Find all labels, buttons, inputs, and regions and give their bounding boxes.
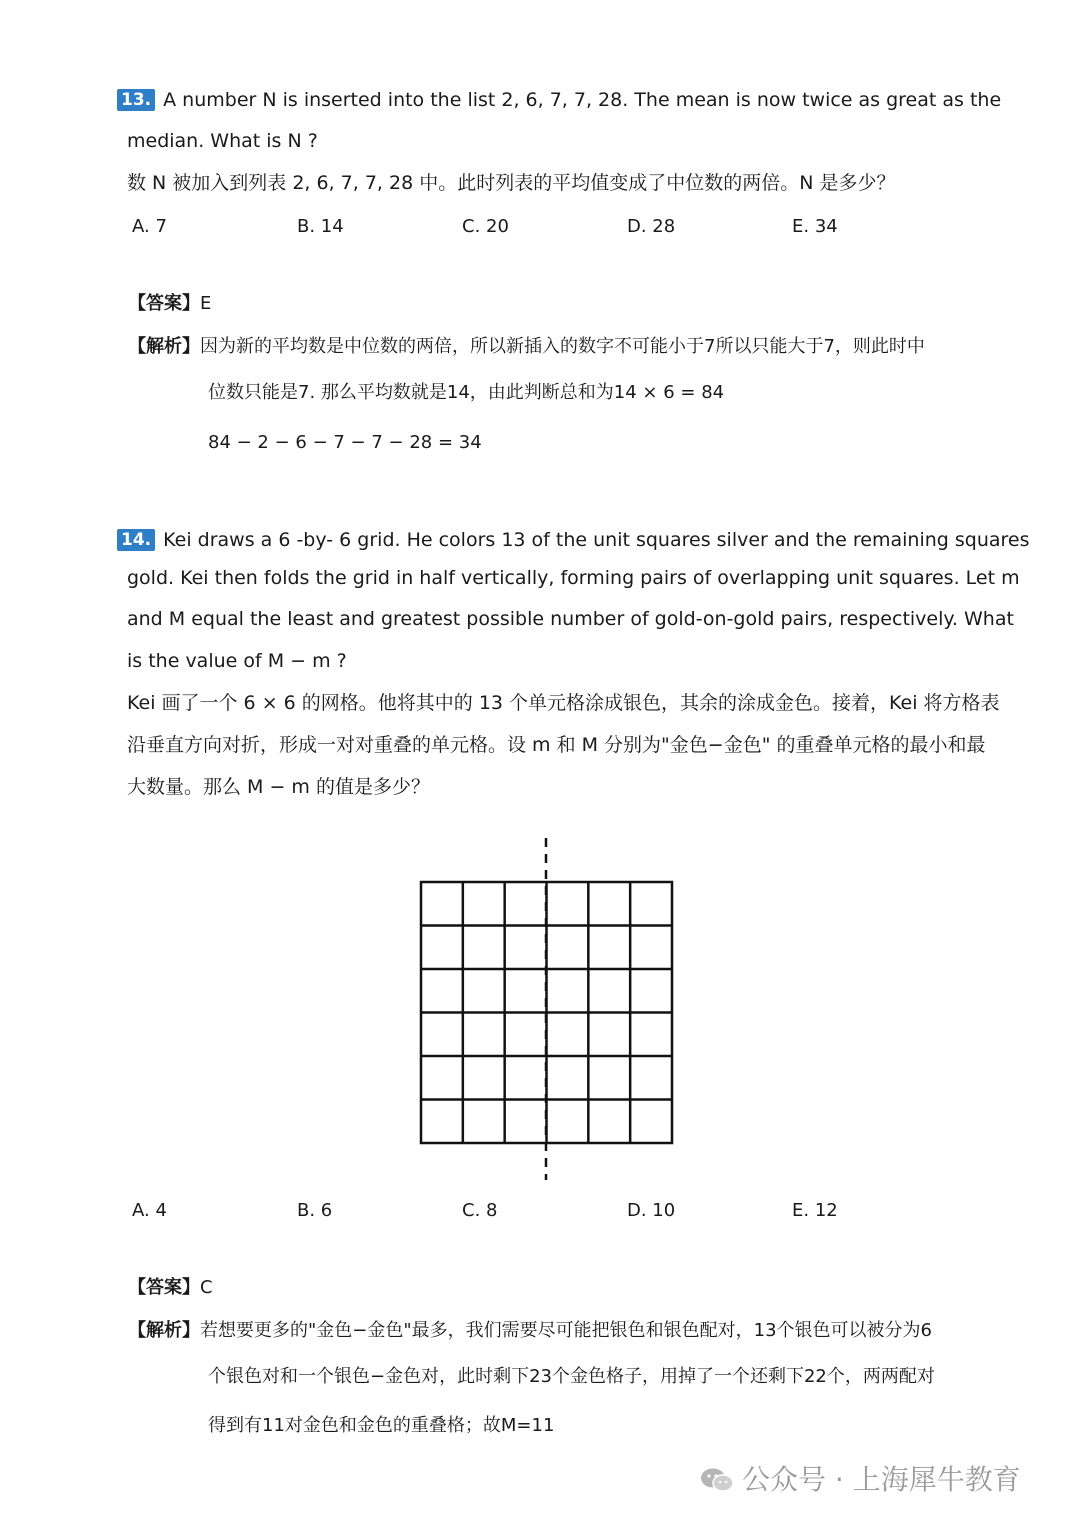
q13-text-cn: 数 N 被加入到列表 2, 6, 7, 7, 28 中。此时列表的平均值变成了中位数的两倍。N 是多少？ [127,172,896,194]
q14-number-badge: 14. [117,529,155,551]
q14-answer-value: C [200,1277,213,1298]
q14-text-line3: and M equal the least and greatest possible number of gold-on-gold pairs, respectively. What [127,608,1014,630]
q13-choice-b: B. 14 [297,216,344,237]
watermark [700,1463,1021,1497]
q13-number-badge: 13. [117,89,155,111]
q14-text-line1: Kei draws a 6 -by- 6 grid. He colors 13 of the unit squares silver and the remaining squares [163,529,1030,551]
q14-choice-d: D. 10 [627,1200,676,1221]
q13-answer-value: E [200,293,212,314]
q14-analysis-line3: 得到有11对金色和金色的重叠格；故M=11 [208,1415,555,1436]
q14-analysis [128,1316,932,1343]
q14-analysis-label: 【解析】 [128,1320,200,1341]
q13-analysis-line1: 因为新的平均数是中位数的两倍，所以新插入的数字不可能小于7所以只能大于7，则此时中 [200,336,925,357]
q13-choice-a: A. 7 [132,216,167,237]
q13-choice-c: C. 20 [462,216,509,237]
q14-cn-line3: 大数量。那么 M − m 的值是多少？ [127,776,430,798]
q14-choice-a: A. 4 [132,1200,167,1221]
q14-choice-b: B. 6 [297,1200,333,1221]
q13-choice-d: D. 28 [627,216,676,237]
q14-choice-c: C. 8 [462,1200,498,1221]
q13-analysis-line2: 位数只能是7. 那么平均数就是14，由此判断总和为14 × 6 = 84 [208,382,725,403]
q14-cn-line2: 沿垂直方向对折，形成一对对重叠的单元格。设 m 和 M 分别为"金色−金色" 的重叠单元格的最小和最 [127,734,986,756]
q14-text-line4: is the value of M − m ? [127,650,347,672]
q13-choice-e: E. 34 [792,216,838,237]
q13-analysis-label: 【解析】 [128,336,200,357]
q14-answer [128,1273,213,1300]
q13-text-line1: A number N is inserted into the list 2, 6, 7, 7, 28. The mean is now twice as great as the [163,89,1002,111]
q13-answer-label: 【答案】 [128,293,200,314]
q14-choice-e: E. 12 [792,1200,838,1221]
q14-analysis-line2: 个银色对和一个银色−金色对，此时剩下23个金色格子，用掉了一个还剩下22个，两两配对 [208,1366,935,1387]
q14-answer-label: 【答案】 [128,1277,200,1298]
q13-analysis-line3: 84 − 2 − 6 − 7 − 7 − 28 = 34 [208,432,482,453]
wechat-icon [700,1467,734,1493]
q14-cn-line1: Kei 画了一个 6 × 6 的网格。他将其中的 13 个单元格涂成银色，其余的涂成金色。接着，Kei 将方格表 [127,692,1000,714]
watermark-text: 公众号 · 上海犀牛教育 [742,1463,1021,1496]
q14-analysis-line1: 若想要更多的"金色−金色"最多，我们需要尽可能把银色和银色配对，13个银色可以被分为6 [200,1320,932,1341]
q14-text-line2: gold. Kei then folds the grid in half vertically, forming pairs of overlapping unit squares. Let m [127,567,1020,589]
q13-text-line2: median. What is N ? [127,130,318,152]
